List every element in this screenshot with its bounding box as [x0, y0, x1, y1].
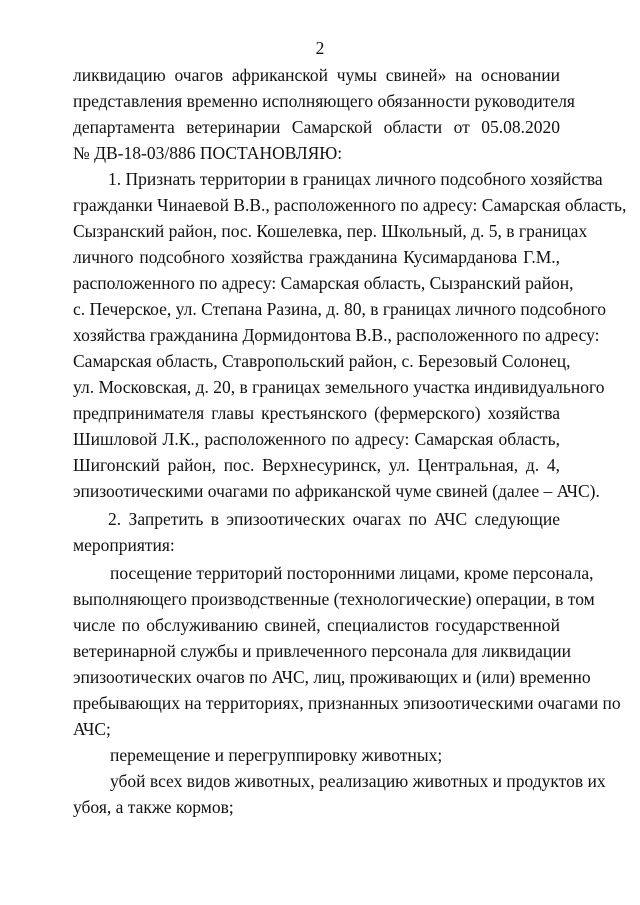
text-line: ул. Московская, д. 20, в границах земельного участка индивидуального [73, 377, 605, 397]
prohibition-item-2: перемещение и перегруппировку животных; [110, 745, 443, 765]
text-line: эпизоотическими очагами по африканской чуме свиней (далее – АЧС). [73, 481, 600, 501]
text-line: выполняющего производственные (технологические) операции, в том [73, 589, 595, 609]
text-line: АЧС; [73, 719, 111, 739]
page-number: 2 [315, 38, 325, 58]
text-line: Сызранский район, пос. Кошелевка, пер. Школьный, д. 5, в границах [73, 221, 588, 241]
text-line: ветеринарной службы и привлеченного персонала для ликвидации [73, 641, 571, 661]
text-line: Шигонский район, пос. Верхнесуринск, ул. Центральная, д. 4, [73, 455, 560, 475]
text-line: убоя, а также кормов; [73, 797, 234, 817]
text-line: эпизоотических очагов по АЧС, лиц, проживающих и (или) временно [73, 667, 591, 687]
text-line: ликвидацию очагов африканской чумы свиней» на основании [73, 65, 560, 85]
text-line: хозяйства гражданина Дормидонтова В.В., расположенного по адресу: [73, 325, 600, 345]
text-line: гражданки Чинаевой В.В., расположенного по адресу: Самарская область, [73, 195, 627, 215]
text-line: пребывающих на территориях, признанных эпизоотическими очагами по [73, 693, 621, 713]
text-line: расположенного по адресу: Самарская область, Сызранский район, [73, 273, 574, 293]
text-line: представления временно исполняющего обязанности руководителя [73, 91, 575, 111]
text-line: Шишловой Л.К., расположенного по адресу: Самарская область, [73, 429, 560, 449]
prohibition-item-1-first-line: посещение территорий посторонними лицами, кроме персонала, [110, 563, 594, 583]
text-line: предпринимателя главы крестьянского (фермерского) хозяйства [73, 403, 560, 423]
paragraph-1-first-line: 1. Признать территории в границах личного подсобного хозяйства [108, 169, 603, 189]
text-line: мероприятия: [73, 535, 175, 555]
paragraph-2-first-line: 2. Запретить в эпизоотических очагах по АЧС следующие [108, 509, 560, 529]
text-line: департамента ветеринарии Самарской области от 05.08.2020 [73, 117, 560, 137]
text-line: числе по обслуживанию свиней, специалистов государственной [73, 615, 560, 635]
text-line: личного подсобного хозяйства гражданина Кусимарданова Г.М., [73, 247, 560, 267]
prohibition-item-3-first-line: убой всех видов животных, реализацию животных и продуктов их [110, 771, 606, 791]
text-line: № ДВ-18-03/886 ПОСТАНОВЛЯЮ: [73, 143, 343, 163]
text-line: Самарская область, Ставропольский район, с. Березовый Солонец, [73, 351, 571, 371]
text-line: с. Печерское, ул. Степана Разина, д. 80, в границах личного подсобного [73, 299, 606, 319]
